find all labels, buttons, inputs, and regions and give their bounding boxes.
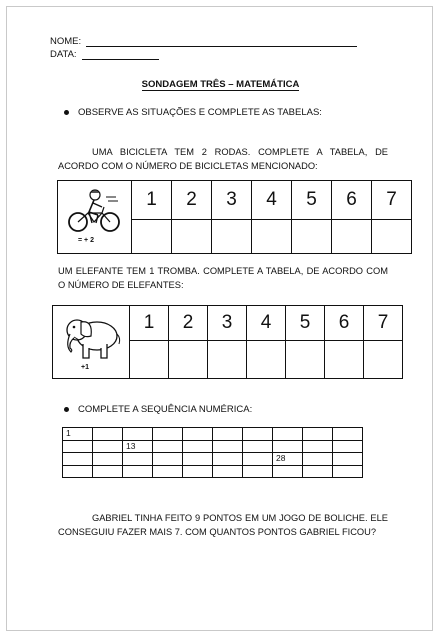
sequence-cell[interactable]	[123, 453, 153, 466]
sequence-row	[63, 453, 363, 466]
bicycle-number-cell: 7	[372, 181, 412, 220]
elephant-picture-cell	[53, 306, 130, 379]
elephant-icon	[53, 306, 129, 378]
sequence-cell[interactable]	[273, 440, 303, 453]
sequence-cell[interactable]	[183, 453, 213, 466]
sequence-cell[interactable]	[213, 453, 243, 466]
sequence-cell[interactable]	[333, 428, 363, 441]
sequence-cell[interactable]: 13	[123, 440, 153, 453]
sequence-cell[interactable]: 1	[63, 428, 93, 441]
elephant-answer-cell[interactable]	[130, 341, 169, 379]
sequence-cell[interactable]	[153, 465, 183, 478]
bullet-icon	[64, 407, 69, 412]
sequence-cell[interactable]	[273, 428, 303, 441]
elephant-number-cell: 2	[169, 306, 208, 341]
elephant-number-cell: 6	[325, 306, 364, 341]
elephant-answer-cell[interactable]	[247, 341, 286, 379]
bicycle-instruction: UMA BICICLETA TEM 2 RODAS. COMPLETE A TABELA, DE ACORDO COM O NÚMERO DE BICICLETAS MENCIONADO:	[58, 147, 388, 171]
bicycle-number-cell: 1	[132, 181, 172, 220]
elephant-instruction: UM ELEFANTE TEM 1 TROMBA. COMPLETE A TABELA, DE ACORDO COM O NÚMERO DE ELEFANTES:	[58, 266, 388, 290]
bicycle-answer-cell[interactable]	[132, 219, 172, 253]
sequence-cell[interactable]	[303, 453, 333, 466]
sequence-cell[interactable]	[153, 440, 183, 453]
sequence-row	[63, 465, 363, 478]
sequence-cell[interactable]	[303, 465, 333, 478]
sequence-cell[interactable]	[123, 428, 153, 441]
bicycle-number-cell: 4	[252, 181, 292, 220]
sequence-row	[63, 440, 363, 453]
bicycle-answer-cell[interactable]	[252, 219, 292, 253]
sequence-cell[interactable]	[333, 453, 363, 466]
sequence-cell[interactable]	[153, 453, 183, 466]
sequence-cell[interactable]	[93, 428, 123, 441]
elephant-answer-cell[interactable]	[286, 341, 325, 379]
sequence-cell[interactable]	[153, 428, 183, 441]
sequence-cell[interactable]	[243, 465, 273, 478]
bicycle-answer-cell[interactable]	[172, 219, 212, 253]
instruction-sequence: COMPLETE A SEQUÊNCIA NUMÉRICA:	[64, 404, 252, 415]
sequence-cell[interactable]	[123, 465, 153, 478]
elephant-answer-cell[interactable]	[208, 341, 247, 379]
bullet-icon	[64, 110, 69, 115]
elephant-answer-cell[interactable]	[364, 341, 403, 379]
sequence-cell[interactable]	[183, 465, 213, 478]
sequence-cell[interactable]	[243, 453, 273, 466]
bicycle-answer-cell[interactable]	[212, 219, 252, 253]
sequence-cell[interactable]	[333, 465, 363, 478]
bicycle-answer-cell[interactable]	[292, 219, 332, 253]
bicycle-number-cell: 6	[332, 181, 372, 220]
sequence-cell[interactable]	[93, 453, 123, 466]
elephant-number-cell: 7	[364, 306, 403, 341]
bicycle-number-cell: 3	[212, 181, 252, 220]
sequence-cell[interactable]	[63, 465, 93, 478]
elephant-picture-label: +1	[81, 364, 89, 371]
sequence-cell[interactable]	[273, 465, 303, 478]
sequence-row	[63, 428, 363, 441]
date-field-line[interactable]	[82, 59, 159, 60]
elephant-table	[52, 305, 403, 379]
elephant-number-cell: 5	[286, 306, 325, 341]
sequence-cell[interactable]	[183, 428, 213, 441]
bicycle-number-cell: 5	[292, 181, 332, 220]
elephant-number-cell: 1	[130, 306, 169, 341]
bicycle-number-cell: 2	[172, 181, 212, 220]
sequence-grid	[62, 427, 363, 478]
sequence-cell[interactable]	[183, 440, 213, 453]
bicycle-answer-cell[interactable]	[332, 219, 372, 253]
sequence-cell[interactable]	[213, 440, 243, 453]
sequence-cell[interactable]	[213, 428, 243, 441]
sequence-cell[interactable]	[93, 440, 123, 453]
page-title: SONDAGEM TRÊS – MATEMÁTICA	[141, 79, 300, 90]
sequence-cell[interactable]	[243, 428, 273, 441]
sequence-cell[interactable]	[303, 440, 333, 453]
bicycle-table	[57, 180, 412, 254]
instruction-tables: OBSERVE AS SITUAÇÕES E COMPLETE AS TABELAS:	[64, 107, 322, 118]
sequence-cell[interactable]	[333, 440, 363, 453]
sequence-cell[interactable]	[303, 428, 333, 441]
cyclist-icon	[58, 181, 131, 253]
bicycle-picture-label: = + 2	[78, 237, 94, 244]
sequence-cell[interactable]	[63, 440, 93, 453]
elephant-answer-cell[interactable]	[325, 341, 364, 379]
word-problem: GABRIEL TINHA FEITO 9 PONTOS EM UM JOGO DE BOLICHE. ELE CONSEGUIU FAZER MAIS 7. COM QUANTOS PONTOS GABRIEL FICOU?	[58, 513, 388, 537]
name-label: NOME:	[50, 36, 82, 47]
elephant-number-cell: 4	[247, 306, 286, 341]
bicycle-answer-cell[interactable]	[372, 219, 412, 253]
sequence-cell[interactable]	[93, 465, 123, 478]
sequence-cell[interactable]	[243, 440, 273, 453]
sequence-cell[interactable]	[63, 453, 93, 466]
bicycle-picture-cell	[58, 181, 132, 254]
name-field-line[interactable]	[86, 46, 357, 47]
sequence-cell[interactable]	[213, 465, 243, 478]
sequence-cell[interactable]: 28	[273, 453, 303, 466]
elephant-answer-cell[interactable]	[169, 341, 208, 379]
elephant-number-cell: 3	[208, 306, 247, 341]
date-label: DATA:	[50, 49, 77, 60]
